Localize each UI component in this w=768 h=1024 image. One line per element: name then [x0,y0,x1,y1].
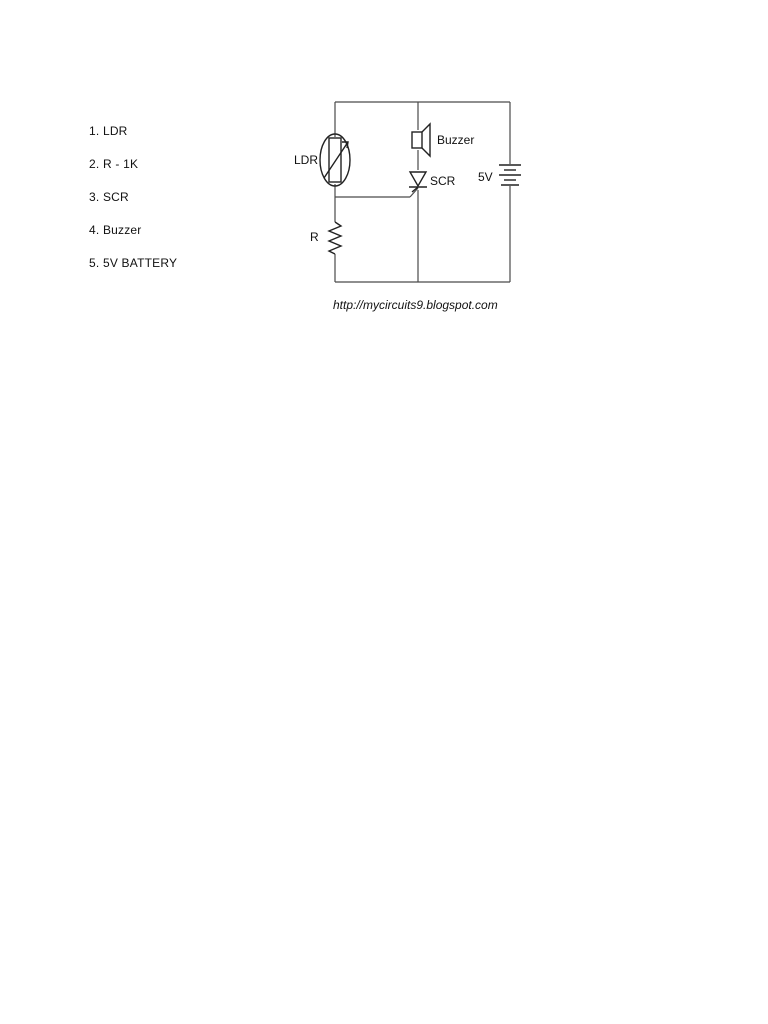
parts-list-item-scr: 3. SCR [89,190,129,204]
source-url: http://mycircuits9.blogspot.com [333,298,498,312]
scr-label: SCR [430,174,456,188]
scr-icon [409,172,427,192]
battery-icon [499,165,521,185]
circuit-diagram [280,92,530,292]
buzzer-icon [412,124,430,156]
ldr-icon [320,134,350,186]
parts-list-item-battery: 5. 5V BATTERY [89,256,178,270]
circuit-svg [280,92,530,292]
parts-list-item-resistor: 2. R - 1K [89,157,139,171]
resistor-label: R [310,230,319,244]
circuit-wiring [335,102,510,282]
buzzer-label: Buzzer [437,133,475,147]
resistor-icon [329,222,341,254]
parts-list [89,124,177,289]
battery-label: 5V [478,170,493,184]
ldr-label: LDR [294,153,319,167]
parts-list-item-buzzer: 4. Buzzer [89,223,142,237]
parts-list-item-ldr: 1. LDR [89,124,128,138]
